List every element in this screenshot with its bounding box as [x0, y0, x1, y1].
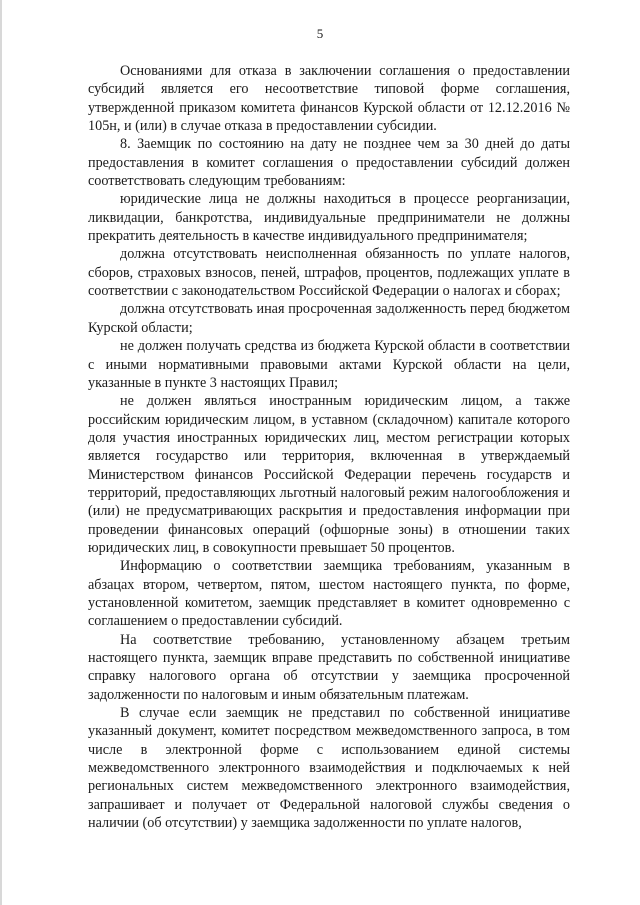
paragraph-interagency-request: В случае если заемщик не представил по собственной инициативе указанный документ, комитет посредством межведомственного запроса, в том числе в электронной форме с использованием единой системы межведомственного электронного взаимодействия и подключаемых к ней региональных систем межведомственного электронного взаимодействия, запрашивает и получает от Федеральной налоговой службы сведения о наличии (об отсутствии) у заемщика задолженности по уплате налогов, [88, 705, 570, 832]
paragraph-requirement-taxes: должна отсутствовать неисполненная обязанность по уплате налогов, сборов, страховых взносов, пеней, штрафов, процентов, подлежащих уплате в соответствии с законодательством Российской Федерации о налогах и сборах; [88, 246, 570, 300]
document-body [88, 62, 570, 832]
paragraph-requirement-offshore: не должен являться иностранным юридическим лицом, а также российским юридическим лицом, в уставном (складочном) капитале которого доля участия иностранных юридических лиц, местом регистрации которых является государство или территория, включенная в утверждаемый Министерством финансов Российской Федерации перечень государств и территорий, предоставляющих льготный налоговый режим налогообложения и (или) не предусматривающих раскрытия и предоставления информации при проведении финансовых операций (офшорные зоны) в отношении таких юридических лиц, в совокупности превышает 50 процентов. [88, 393, 570, 556]
paragraph-tax-certificate: На соответствие требованию, установленному абзацем третьим настоящего пункта, заемщик вправе представить по собственной инициативе справку налогового органа об отсутствии у заемщика просроченной задолженности по налоговым и иным обязательным платежам. [88, 631, 570, 703]
paragraph-item-8: 8. Заемщик по состоянию на дату не позднее чем за 30 дней до даты предоставления в комитет соглашения о предоставлении субсидий должен соответствовать следующим требованиям: [88, 136, 570, 190]
paragraph-requirement-budget-debt: должна отсутствовать иная просроченная задолженность перед бюджетом Курской области; [88, 301, 570, 336]
paragraph-requirement-reorganization: юридические лица не должны находиться в процессе реорганизации, ликвидации, банкротства, индивидуальные предприниматели не должны прекратить деятельность в качестве индивидуального предпринимателя; [88, 191, 570, 245]
paragraph-compliance-info: Информацию о соответствии заемщика требованиям, указанным в абзацах втором, четвертом, пятом, шестом настоящего пункта, по форме, установленной комитетом, заемщик представляет в комитет одновременно с соглашением о предоставлении субсидий. [88, 558, 570, 630]
paragraph-refusal-grounds: Основаниями для отказа в заключении соглашения о предоставлении субсидий является его несоответствие типовой форме соглашения, утвержденной приказом комитета финансов Курской области от 12.12.2016 № 105н, и (или) в случае отказа в предоставлении субсидии. [88, 63, 570, 135]
paragraph-requirement-other-funds: не должен получать средства из бюджета Курской области в соответствии с иными нормативными правовыми актами Курской области на цели, указанные в пункте 3 настоящих Правил; [88, 338, 570, 391]
scan-edge [0, 0, 2, 905]
page-number: 5 [316, 26, 324, 41]
